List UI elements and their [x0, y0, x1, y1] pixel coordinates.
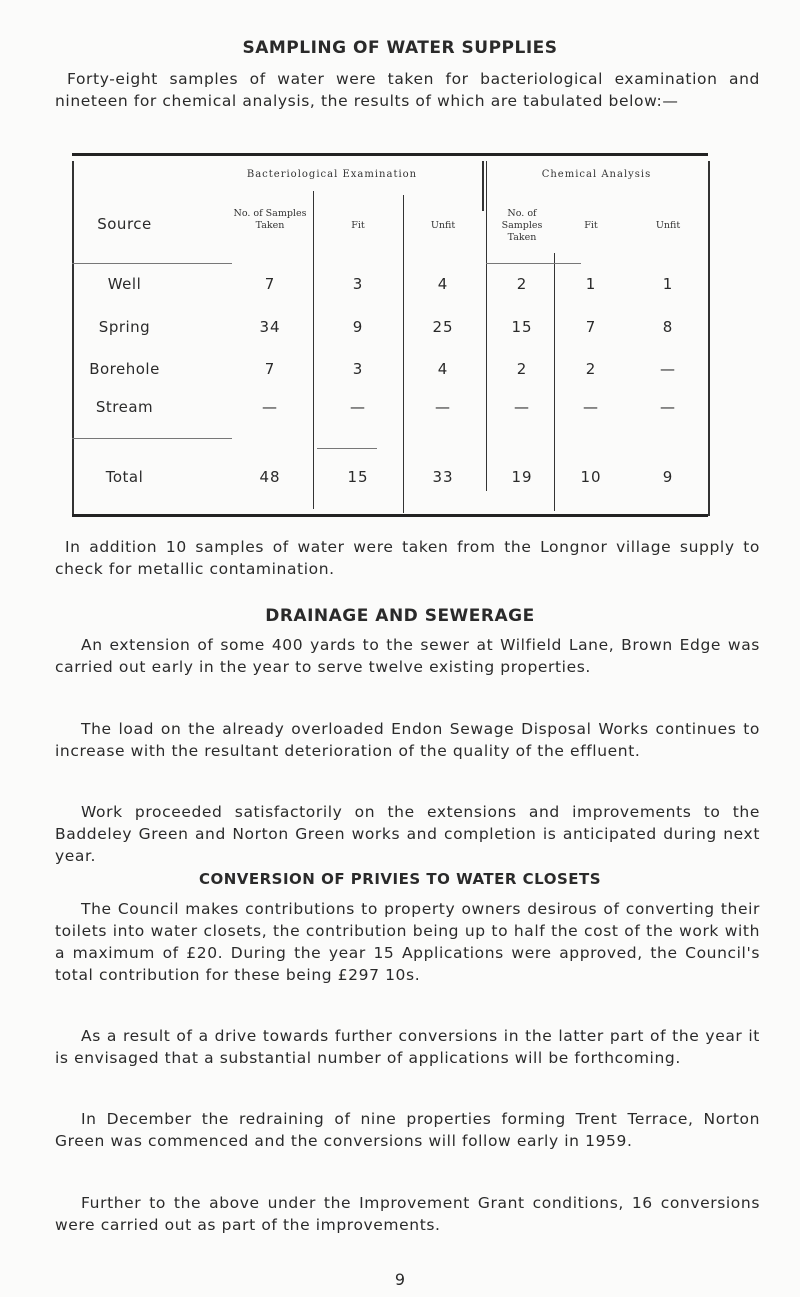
conversion-paragraph-2: As a result of a drive towards further conversions in the latter part of the year it is envisaged that a substantial number of applications will be forthcoming.: [55, 1027, 760, 1067]
cell: 4: [437, 360, 449, 378]
column-header-source: Source: [97, 215, 152, 233]
cell: 2: [585, 360, 597, 378]
cell: 3: [352, 275, 364, 293]
cell: —: [660, 360, 676, 378]
cell: 7: [585, 318, 597, 336]
row-label-borehole: Borehole: [89, 360, 160, 378]
row-label-well: Well: [107, 275, 142, 293]
row-label-spring: Spring: [98, 318, 151, 336]
conversion-paragraph-1: The Council makes contributions to property owners desirous of converting their toilets into water closets, the contribution being up to half the cost of the work with a maximum of £20. During the year 15 Applications were approved, the Council's total contribution for these being £297 10s.: [55, 900, 760, 984]
results-table: [72, 153, 708, 518]
header-rule: [486, 263, 581, 264]
cell: 25: [432, 318, 454, 336]
column-divider: [403, 195, 404, 513]
cell: 2: [516, 275, 528, 293]
section-title-drainage: DRAINAGE AND SEWERAGE: [265, 606, 535, 626]
group-header-chemical: Chemical Analysis: [541, 169, 652, 180]
cell: 15: [347, 468, 369, 486]
total-rule: [72, 438, 232, 439]
cell: 3: [352, 360, 364, 378]
intro-paragraph: Forty-eight samples of water were taken for bacteriological examination and nineteen for chemical analysis, the results of which are tabulated below:—: [55, 70, 760, 110]
cell: 15: [511, 318, 533, 336]
cell: 8: [662, 318, 674, 336]
cell: 33: [432, 468, 454, 486]
table-bottom-rule: [72, 514, 708, 517]
table-top-rule: [72, 153, 708, 156]
conversion-paragraph-4: Further to the above under the Improvement Grant conditions, 16 conversions were carried out as part of the improvements.: [55, 1194, 760, 1234]
cell: 7: [264, 360, 276, 378]
cell: 34: [259, 318, 281, 336]
cell: 1: [662, 275, 674, 293]
section-title-sampling: SAMPLING OF WATER SUPPLIES: [242, 38, 558, 58]
cell: 9: [352, 318, 364, 336]
cell: —: [262, 398, 278, 416]
group-header-bacteriological: Bacteriological Examination: [246, 169, 418, 180]
drainage-paragraph-3: Work proceeded satisfactorily on the extensions and improvements to the Baddeley Green and Norton Green works and completion is anticipated during next year.: [55, 803, 760, 865]
group-divider: [482, 161, 484, 211]
cell: 7: [264, 275, 276, 293]
cell: 2: [516, 360, 528, 378]
drainage-paragraph-2: The load on the already overloaded Endon Sewage Disposal Works continues to increase with the resultant deterioration of the quality of the effluent.: [55, 720, 760, 760]
cell: —: [435, 398, 451, 416]
column-header-bact-unfit: Unfit: [430, 220, 456, 231]
column-header-chem-fit: Fit: [584, 220, 598, 231]
cell: 10: [580, 468, 602, 486]
cell: —: [350, 398, 366, 416]
cell: 9: [662, 468, 674, 486]
table-right-border: [708, 161, 710, 516]
cell: 48: [259, 468, 281, 486]
column-header-bact-fit: Fit: [351, 220, 365, 231]
total-rule: [317, 448, 377, 449]
cell: 1: [585, 275, 597, 293]
header-rule: [72, 263, 232, 264]
row-label-total: Total: [105, 468, 144, 486]
column-header-chem-samples: No. of Samples Taken: [501, 208, 543, 243]
column-divider: [313, 191, 314, 509]
cell: —: [583, 398, 599, 416]
addition-paragraph: In addition 10 samples of water were taken from the Longnor village supply to check for metallic contamination.: [55, 538, 760, 578]
conversion-paragraph-3: In December the redraining of nine properties forming Trent Terrace, Norton Green was commenced and the conversions will follow early in 1959.: [55, 1110, 760, 1150]
section-title-conversion: CONVERSION OF PRIVIES TO WATER CLOSETS: [198, 870, 602, 888]
drainage-paragraph-1: An extension of some 400 yards to the sewer at Wilfield Lane, Brown Edge was carried out early in the year to serve twelve existing properties.: [55, 636, 760, 676]
page-number: 9: [394, 1270, 406, 1289]
column-header-bact-samples: No. of Samples Taken: [233, 208, 307, 231]
column-header-chem-unfit: Unfit: [655, 220, 681, 231]
row-label-stream: Stream: [95, 398, 154, 416]
cell: 19: [511, 468, 533, 486]
cell: —: [660, 398, 676, 416]
cell: 4: [437, 275, 449, 293]
cell: —: [514, 398, 530, 416]
